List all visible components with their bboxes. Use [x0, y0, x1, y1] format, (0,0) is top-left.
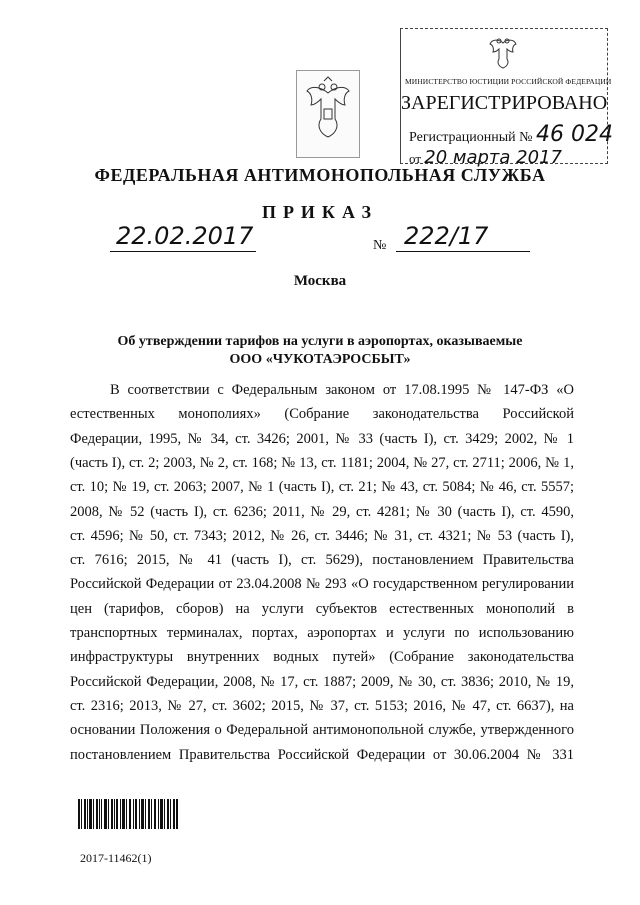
- stamp-date-value: 20 марта 2017: [424, 147, 562, 168]
- barcode-icon: [78, 799, 178, 829]
- body-line: Российской Федерации, 2008, № 17, ст. 1887; 2009, № 30, ст. 3836; 2010, № 19,: [70, 673, 574, 690]
- body-line: транспортных терминалах, портах, аэропортах и услуги по использованию: [70, 625, 574, 641]
- body-line: основании Положения о Федеральной антимонопольной службе, утвержденного: [70, 722, 574, 739]
- order-number: 222/17: [404, 222, 489, 250]
- order-subject: [80, 333, 560, 369]
- subject-line: ООО «ЧУКОТАЭРОСБЫТ»: [229, 352, 411, 367]
- body-line: ст. 2316; 2013, № 27, ст. 3602; 2015, № 37, ст. 5153; 2016, № 47, ст. 6637), на: [70, 697, 574, 714]
- stamp-reg-label: Регистрационный №: [409, 130, 533, 145]
- coat-of-arms-emblem: [296, 70, 360, 158]
- body-line: ст. 4596; № 50, ст. 7343; 2012, № 26, ст. 3446; № 31, ст. 4321; № 53 (часть I),: [70, 527, 574, 544]
- order-number-underline: [396, 251, 530, 252]
- stamp-reg-number: 46 024: [536, 122, 613, 147]
- body-line: естественных монополиях» (Собрание законодательства Российской: [70, 406, 574, 423]
- body-line: постановлением Правительства Российской Федерации от 30.06.2004 № 331: [70, 746, 574, 763]
- subject-line: Об утверждении тарифов на услуги в аэропортах, оказываемые: [117, 334, 523, 349]
- stamp-ministry-name: МИНИСТЕРСТВО ЮСТИЦИИ РОССИЙСКОЙ ФЕДЕРАЦИИ: [405, 77, 612, 86]
- body-line: (часть I), ст. 2; 2003, № 2, ст. 168; № 13, ст. 1181; 2004, № 27, ст. 2711; 2006, № 1,: [70, 454, 574, 471]
- barcode: [78, 799, 178, 829]
- order-date-underline: [110, 251, 256, 252]
- body-line: ст. 7616; 2015, № 41 (часть I), ст. 5629), постановлением Правительства: [70, 552, 574, 569]
- body-line: цен (тарифов, сборов) на услуги субъектов естественных монополий в: [70, 600, 574, 617]
- body-line: 2008, № 52 (часть I), ст. 6236; 2011, № 29, ст. 4281; № 30 (часть I), ст. 4590,: [70, 503, 574, 520]
- stamp-registration-line: [409, 122, 613, 147]
- document-type: ПРИКАЗ: [261, 202, 379, 222]
- body-line: Российской Федерации от 23.04.2008 № 293 «О государственном регулировании: [70, 576, 574, 593]
- stamp-date-label: от: [409, 151, 422, 166]
- registration-stamp: [400, 28, 613, 168]
- document-code: 2017-11462(1): [80, 851, 152, 865]
- stamp-title: ЗАРЕГИСТРИРОВАНО: [401, 92, 608, 114]
- stamp-emblem-icon: [485, 35, 521, 71]
- body-line: ст. 10; № 19, ст. 2063; 2007, № 1 (часть I), ст. 21; № 43, ст. 5084; № 46, ст. 5557;: [70, 479, 574, 496]
- agency-name: ФЕДЕРАЛЬНАЯ АНТИМОНОПОЛЬНАЯ СЛУЖБА: [94, 165, 546, 185]
- body-line: В соответствии с Федеральным законом от 17.08.1995 № 147-ФЗ «О: [110, 382, 574, 398]
- order-date: 22.02.2017: [116, 222, 254, 250]
- number-sign: №: [373, 238, 387, 253]
- city-name: Москва: [293, 273, 347, 289]
- body-line: инфраструктуры внутренних водных путей» (Собрание законодательства: [70, 649, 574, 666]
- body-line: Федерации, 1995, № 34, ст. 3426; 2001, № 33 (часть I), ст. 3429; 2002, № 1: [70, 430, 574, 447]
